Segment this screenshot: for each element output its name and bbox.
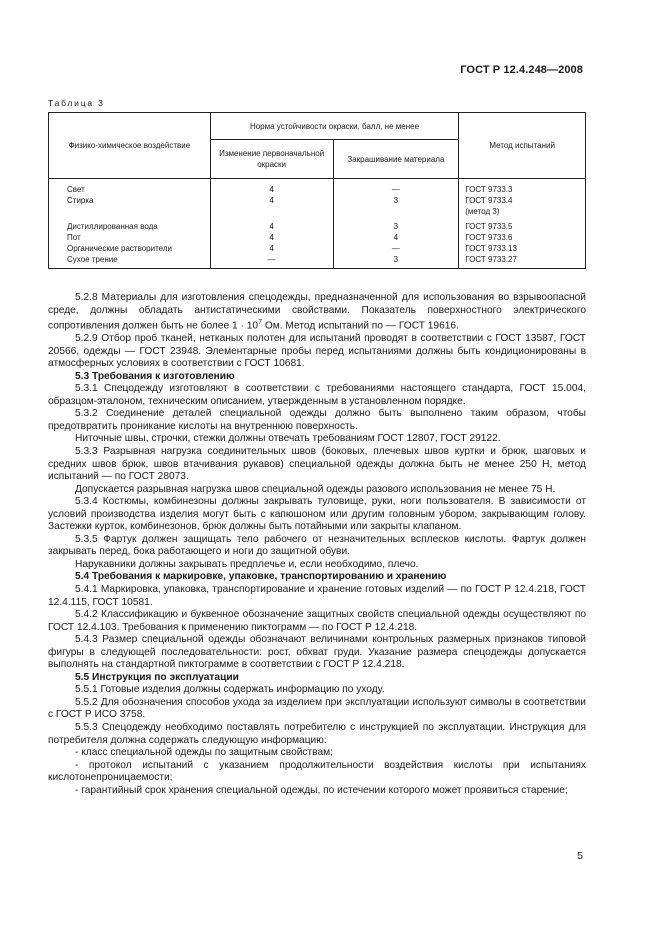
paragraph-5-3-5: 5.3.5 Фартук должен защищать тело рабочего от незначительных всплесков кислоты. Фартук должен закрывать перед, бока работающего и ноги до защитной обуви. bbox=[48, 533, 586, 558]
table-header-change: Изменение первоначальной окраски bbox=[210, 140, 333, 179]
paragraph-5-4-1: 5.4.1 Маркировка, упаковка, транспортирование и хранение готовых изделий — по ГОСТ Р 12.4.218, ГОСТ 12.4.115, ГОСТ 10581. bbox=[48, 583, 586, 608]
table-row: Сухое трение — 3 ГОСТ 9733.27 bbox=[49, 254, 586, 269]
table-header-stain: Закрашивание материала bbox=[333, 140, 459, 179]
table-row: (метод 3) bbox=[49, 206, 586, 221]
paragraph-5-2-8: 5.2.8 Материалы для изготовления спецодежды, предназначенной для использования во взрывоопасной среде, должны обладать антистатическими свойствами. Показатель поверхностного электрического сопротивления должен быть не более $1 \cdot 10^7$ Ом. Метод испытаний по — ГОСТ 19616. bbox=[48, 292, 586, 332]
table-row: Органические растворители 4 — ГОСТ 9733.13 bbox=[49, 243, 586, 254]
table-header-norm: Норма устойчивости окраски, балл, не менее bbox=[210, 113, 459, 140]
paragraph-5-2-9: 5.2.9 Отбор проб тканей, нетканых полотен для испытаний проводят в соответствии с ГОСТ 13587, ГОСТ 20566, одежды — ГОСТ 23948. Элементарные пробы перед испытаниями должны быть кондиционированы в атмосферных условиях в соответствии с ГОСТ 10681. bbox=[48, 333, 586, 370]
paragraph-5-3-3: 5.3.3 Разрывная нагрузка соединительных швов (боковых, плечевых швов куртки и брюк, шаговых и средних швов брюк, швов втачивания рукавов) специальной одежды должна быть не менее 250 Н, метод испытаний — по ГОСТ 28073. bbox=[48, 445, 586, 483]
table-row: Стирка 4 3 ГОСТ 9733.4 bbox=[49, 195, 586, 206]
table-header-impact: Физико-химическое воздействие bbox=[49, 113, 211, 179]
colorfastness-table bbox=[48, 112, 586, 269]
paragraph-5-3-2-seams: Ниточные швы, строчки, стежки должны отвечать требованиям ГОСТ 12807, ГОСТ 29122. bbox=[75, 433, 501, 445]
section-heading-5-3: 5.3 Требования к изготовлению bbox=[75, 370, 235, 382]
section-heading-5-4: 5.4 Требования к маркировке, упаковке, транспортированию и хранению bbox=[75, 571, 447, 583]
table-caption: Таблица 3 bbox=[48, 98, 105, 108]
paragraph-5-5-3: 5.5.3 Спецодежду необходимо поставлять потребителю с инструкцией по эксплуатации. Инструкция для потребителя должна содержать следующую информацию: bbox=[48, 721, 586, 746]
paragraph-5-3-3-disposable: Допускается разрывная нагрузка швов специальной одежды разового использования не менее 75 Н. bbox=[75, 483, 556, 495]
paragraph-5-3-1: 5.3.1 Спецодежду изготовляют в соответствии с требованиями настоящего стандарта, ГОСТ 15.004, образцом-эталоном, техническим описанием, утвержденным в установленном порядке. bbox=[48, 383, 586, 407]
section-heading-5-5: 5.5 Инструкция по эксплуатации bbox=[75, 671, 239, 683]
paragraph-5-4-2: 5.4.2 Классификацию и буквенное обозначение защитных свойств специальной одежды осуществляют по ГОСТ 12.4.103. Требования к применению пиктограмм — по ГОСТ Р 12.4.218. bbox=[48, 609, 586, 633]
paragraph-5-3-4: 5.3.4 Костюмы, комбинезоны должны закрывать туловище, руки, ноги пользователя. В зависимости от условий производства изделия могут быть с капюшоном или другим головным убором, закрывающим голову. Застежки курток, комбинезонов, брюк должны быть потайными или закрыты клапаном. bbox=[48, 496, 586, 533]
paragraph-5-5-1: 5.5.1 Готовые изделия должны содержать информацию по уходу. bbox=[75, 684, 385, 696]
list-item: - класс специальной одежды по защитным свойствам; bbox=[75, 747, 333, 759]
page-number: 5 bbox=[577, 850, 583, 862]
table-row: Пот 4 4 ГОСТ 9733.6 bbox=[49, 232, 586, 243]
paragraph-5-4-3: 5.4.3 Размер специальной одежды обозначают величинами контрольных размерных признаков типовой фигуры в следующей последовательности: рост, обхват груди. Указание размера спецодежды допускается выполнять на стандартной пиктограмме в соответствии с ГОСТ Р 12.4.218. bbox=[48, 634, 586, 671]
table-row: Дистиллированная вода 4 3 ГОСТ 9733.5 bbox=[49, 221, 586, 232]
document-header: ГОСТ Р 12.4.248—2008 bbox=[460, 64, 583, 76]
body-text bbox=[48, 292, 586, 797]
table-header-method: Метод испытаний bbox=[459, 113, 586, 179]
list-item: - протокол испытаний с указанием продолжительности воздействия кислоты при испытаниях кислотонепроницаемости; bbox=[48, 759, 586, 784]
paragraph-5-5-2: 5.5.2 Для обозначения способов ухода за изделием при эксплуатации используют символы в соответствии с ГОСТ Р ИСО 3758. bbox=[48, 696, 586, 721]
list-item: - гарантийный срок хранения специальной одежды, по истечении которого может проявиться старение; bbox=[75, 784, 568, 796]
paragraph-5-3-5-sleeves: Нарукавники должны закрывать предплечье и, если необходимо, плечо. bbox=[75, 558, 419, 570]
table-row: Свет 4 — ГОСТ 9733.3 bbox=[49, 179, 586, 196]
paragraph-5-3-2: 5.3.2 Соединение деталей специальной одежды должно быть выполнено таким образом, чтобы предотвратить проникание кислоты на внутреннюю поверхность. bbox=[48, 408, 586, 432]
